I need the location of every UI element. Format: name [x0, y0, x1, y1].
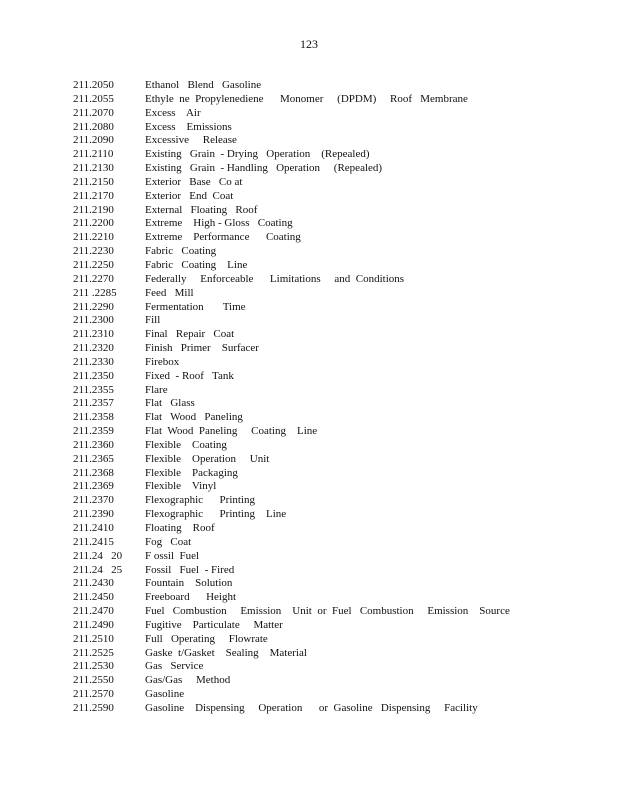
definition-title: Fog Coat — [145, 535, 192, 548]
definition-title: Feed Mill — [145, 286, 194, 299]
section-number: 211.2190 — [73, 203, 114, 216]
list-item — [73, 134, 593, 148]
section-number: 211.2080 — [73, 120, 114, 133]
section-number: 211.2310 — [73, 328, 114, 341]
section-number: 211.2510 — [73, 632, 114, 645]
definition-title: Ethanol Blend Gasoline — [145, 79, 262, 91]
list-item — [73, 121, 593, 135]
definition-title: Fountain Solution — [145, 577, 233, 590]
list-item — [73, 204, 593, 218]
definition-title: Finish Primer Surfacer — [145, 342, 259, 355]
list-item — [73, 328, 593, 342]
definition-title: Excess Air — [145, 106, 201, 119]
list-item — [73, 287, 593, 301]
section-number: 211.2070 — [73, 106, 114, 119]
list-item — [73, 550, 593, 564]
list-item — [73, 342, 593, 356]
list-item — [73, 702, 593, 716]
definition-title: Flexible Operation Unit — [145, 452, 270, 465]
section-number: 211.2359 — [73, 425, 114, 438]
section-number: 211.2350 — [73, 369, 114, 382]
definition-title: Flat Wood Paneling — [145, 411, 243, 424]
section-number: 211.2358 — [73, 411, 114, 424]
list-item — [73, 107, 593, 121]
list-item — [73, 674, 593, 688]
section-number: 211 .2285 — [73, 286, 117, 299]
section-number: 211.2170 — [73, 189, 114, 202]
list-item — [73, 397, 593, 411]
definition-title: Full Operating Flowrate — [145, 632, 268, 645]
definition-title: Gaske t/Gasket Sealing Material — [145, 646, 307, 659]
list-item — [73, 314, 593, 328]
list-item — [73, 480, 593, 494]
definition-title: Fixed - Roof Tank — [145, 369, 234, 382]
definition-title: Exterior End Coat — [145, 189, 234, 202]
list-item — [73, 273, 593, 287]
list-item — [73, 384, 593, 398]
definition-title: Fabric Coating — [145, 245, 217, 258]
section-number: 211.2210 — [73, 231, 114, 244]
definition-title: Firebox — [145, 355, 180, 368]
list-item — [73, 301, 593, 315]
list-item — [73, 619, 593, 633]
section-number: 211.2530 — [73, 660, 114, 673]
list-item — [73, 259, 593, 273]
list-item — [73, 467, 593, 481]
list-item — [73, 591, 593, 605]
section-number: 211.2550 — [73, 674, 114, 687]
list-item — [73, 660, 593, 674]
definition-title: Fugitive Particulate Matter — [145, 618, 283, 631]
definition-title: Flare — [145, 383, 168, 396]
definition-title: Freeboard Height — [145, 591, 237, 604]
section-number: 211.2130 — [73, 162, 114, 175]
list-item — [73, 494, 593, 508]
list-item — [73, 647, 593, 661]
list-item — [73, 162, 593, 176]
section-number: 211.2415 — [73, 535, 114, 548]
definition-title: Gasoline Dispensing Operation or Gasoline Dispensing Facility — [145, 701, 478, 714]
list-item — [73, 356, 593, 370]
definition-title: Final Repair Coat — [145, 328, 235, 341]
section-number: 211.2270 — [73, 272, 114, 285]
definition-title: Flat Wood Paneling Coating Line — [145, 425, 318, 438]
definition-title: Existing Grain - Drying Operation (Repealed) — [145, 148, 370, 161]
definition-title: External Floating Roof — [145, 203, 258, 216]
section-number: 211.2570 — [73, 688, 114, 701]
definition-title: Flexible Vinyl — [145, 480, 217, 493]
section-number: 211.2357 — [73, 397, 114, 410]
section-number: 211.2300 — [73, 314, 114, 327]
list-item — [73, 564, 593, 578]
page-number: 123 — [300, 37, 318, 51]
section-number: 211.2525 — [73, 646, 114, 659]
list-item — [73, 605, 593, 619]
definition-title: Fermentation Time — [145, 300, 246, 313]
list-item — [73, 93, 593, 107]
section-number: 211.2290 — [73, 300, 114, 313]
section-number: 211.24 25 — [73, 563, 123, 576]
section-number: 211.2410 — [73, 522, 114, 534]
definition-title: Fabric Coating Line — [145, 258, 248, 271]
list-item — [73, 439, 593, 453]
definitions-list — [73, 79, 593, 716]
definition-title: Gasoline — [145, 688, 185, 701]
definition-title: F ossil Fuel — [145, 549, 200, 562]
definition-title: Federally Enforceable Limitations and Conditions — [145, 272, 405, 285]
section-number: 211.2368 — [73, 466, 114, 479]
list-item — [73, 425, 593, 439]
list-item — [73, 453, 593, 467]
list-item — [73, 633, 593, 647]
section-number: 211.2390 — [73, 508, 114, 521]
definition-title: Floating Roof — [145, 522, 215, 534]
section-number: 211.2450 — [73, 591, 114, 604]
definition-title: Extreme Performance Coating — [145, 231, 301, 244]
section-number: 211.2110 — [73, 148, 114, 161]
section-number: 211.2320 — [73, 342, 114, 355]
list-item — [73, 231, 593, 245]
list-item — [73, 217, 593, 231]
definition-title: Flexible Packaging — [145, 466, 238, 479]
section-number: 211.24 20 — [73, 549, 123, 562]
definition-title: Fossil Fuel - Fired — [145, 563, 235, 576]
definition-title: Flexographic Printing — [145, 494, 255, 507]
list-item — [73, 411, 593, 425]
definition-title: Gas Service — [145, 660, 204, 673]
list-item — [73, 522, 593, 536]
definition-title: Excessive Release — [145, 134, 237, 147]
section-number: 211.2055 — [73, 92, 114, 105]
definition-title: Flat Glass — [145, 397, 195, 410]
section-number: 211.2330 — [73, 355, 114, 368]
section-number: 211.2050 — [73, 79, 114, 91]
section-number: 211.2370 — [73, 494, 114, 507]
definition-title: Ethyle ne Propylenediene Monomer (DPDM) Roof Membrane — [145, 92, 468, 105]
list-item — [73, 148, 593, 162]
section-number: 211.2090 — [73, 134, 114, 147]
list-item — [73, 190, 593, 204]
section-number: 211.2430 — [73, 577, 114, 590]
definition-title: Extreme High - Gloss Coating — [145, 217, 293, 230]
section-number: 211.2250 — [73, 258, 114, 271]
section-number: 211.2355 — [73, 383, 114, 396]
section-number: 211.2470 — [73, 605, 114, 618]
list-item — [73, 508, 593, 522]
definition-title: Existing Grain - Handling Operation (Repealed) — [145, 162, 383, 175]
definition-title: Gas/Gas Method — [145, 674, 231, 687]
definition-title: Excess Emissions — [145, 120, 232, 133]
section-number: 211.2360 — [73, 438, 114, 451]
list-item — [73, 577, 593, 591]
section-number: 211.2200 — [73, 217, 114, 230]
definition-title: Exterior Base Co at — [145, 175, 243, 188]
section-number: 211.2150 — [73, 175, 114, 188]
list-item — [73, 370, 593, 384]
section-number: 211.2490 — [73, 618, 114, 631]
list-item — [73, 79, 593, 93]
section-number: 211.2590 — [73, 701, 114, 714]
definition-title: Fuel Combustion Emission Unit or Fuel Combustion Emission Source — [145, 605, 510, 618]
definition-title: Fill — [145, 314, 161, 327]
list-item — [73, 245, 593, 259]
list-item — [73, 536, 593, 550]
list-item — [73, 176, 593, 190]
definition-title: Flexible Coating — [145, 438, 227, 451]
section-number: 211.2369 — [73, 480, 114, 493]
definition-title: Flexographic Printing Line — [145, 508, 287, 521]
section-number: 211.2230 — [73, 245, 114, 258]
section-number: 211.2365 — [73, 452, 114, 465]
list-item — [73, 688, 593, 702]
